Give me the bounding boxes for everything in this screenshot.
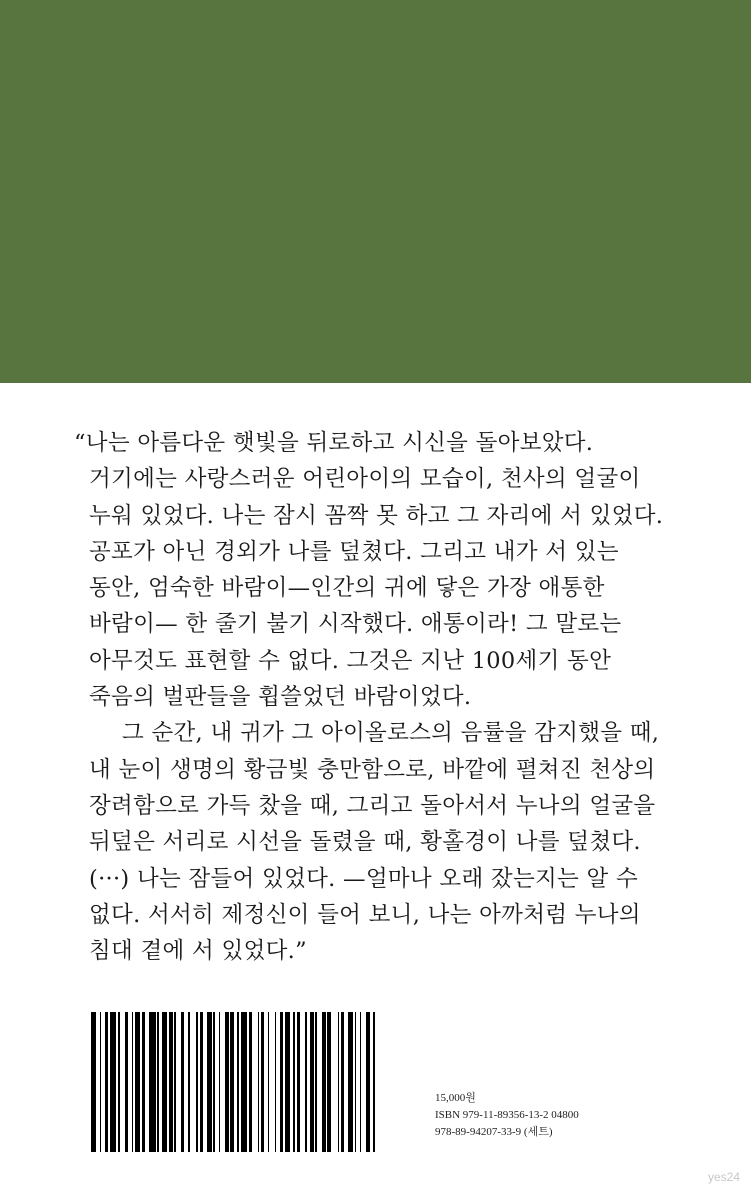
isbn-barcode [91, 1012, 411, 1152]
barcode-bar [157, 1012, 159, 1152]
barcode-bar [315, 1012, 317, 1152]
quote-line: 침대 곁에 서 있었다.” [89, 938, 307, 965]
barcode-bar [118, 1012, 120, 1152]
barcode-bar [322, 1012, 325, 1152]
price-isbn-block [435, 1090, 579, 1141]
cover-color-band [0, 0, 751, 383]
quote-line: 바람이— 한 줄기 불기 시작했다. 애통이라! 그 말로는 [89, 611, 622, 638]
barcode-bar [360, 1012, 362, 1152]
quote-line: 공포가 아닌 경외가 나를 덮쳤다. 그리고 내가 서 있는 [89, 538, 619, 565]
barcode-bar [105, 1012, 108, 1152]
barcode-bar [213, 1012, 215, 1152]
barcode-bar [293, 1012, 295, 1152]
barcode-bar [280, 1012, 283, 1152]
barcode-bar [297, 1012, 300, 1152]
barcode-bar [169, 1012, 172, 1152]
barcode-bar [207, 1012, 212, 1152]
barcode-bar [162, 1012, 167, 1152]
back-cover-quote [74, 425, 714, 969]
price-label: 15,000원 [435, 1092, 476, 1104]
barcode-bar [305, 1012, 307, 1152]
yes24-watermark: yes24 [708, 1170, 741, 1184]
barcode-bar [366, 1012, 369, 1152]
quote-line: 내 눈이 생명의 황금빛 충만함으로, 바깥에 펼쳐진 천상의 [89, 756, 656, 783]
barcode-bar [237, 1012, 239, 1152]
barcode-bar [341, 1012, 344, 1152]
barcode-bar [275, 1012, 277, 1152]
barcode-bar [241, 1012, 248, 1152]
barcode-bar [110, 1012, 117, 1152]
quote-line: 거기에는 사랑스러운 어린아이의 모습이, 천사의 얼굴이 [89, 466, 641, 493]
quote-line: 누워 있었다. 나는 잠시 꼼짝 못 하고 그 자리에 서 있었다. [89, 502, 664, 529]
barcode-bar [261, 1012, 264, 1152]
barcode-bar [196, 1012, 198, 1152]
barcode-bar [100, 1012, 102, 1152]
quote-line: 동안, 엄숙한 바람이—인간의 귀에 닿은 가장 애통한 [89, 575, 605, 602]
set-isbn-number: 978-89-94207-33-9 (세트) [435, 1126, 553, 1138]
barcode-bar [200, 1012, 203, 1152]
quote-line: (···) 나는 잠들어 있었다. —얼마나 오래 잤는지는 알 수 [89, 865, 639, 892]
quote-line: 아무것도 표현할 수 없다. 그것은 지난 100세기 동안 [89, 647, 612, 674]
barcode-bar [355, 1012, 357, 1152]
quote-line: 죽음의 벌판들을 휩쓸었던 바람이었다. [89, 684, 472, 711]
quote-line: 그 순간, 내 귀가 그 아이올로스의 음률을 감지했을 때, [122, 720, 660, 747]
barcode-bar [188, 1012, 190, 1152]
barcode-bar [135, 1012, 140, 1152]
barcode-bar [91, 1012, 96, 1152]
quote-line: “나는 아름다운 햇빛을 뒤로하고 시신을 돌아보았다. [74, 430, 594, 456]
barcode-bar [125, 1012, 128, 1152]
barcode-bar [219, 1012, 221, 1152]
quote-line: 뒤덮은 서리로 시선을 돌렸을 때, 황홀경이 나를 덮쳤다. [89, 829, 641, 856]
quote-line: 없다. 서서히 제정신이 들어 보니, 나는 아까처럼 누나의 [89, 901, 641, 928]
barcode-bar [310, 1012, 313, 1152]
barcode-bar [285, 1012, 290, 1152]
barcode-bar [142, 1012, 145, 1152]
barcode-bar [225, 1012, 228, 1152]
barcode-bar [132, 1012, 134, 1152]
barcode-bar [327, 1012, 330, 1152]
barcode-bar [338, 1012, 340, 1152]
barcode-bar [258, 1012, 260, 1152]
barcode-bar [181, 1012, 184, 1152]
barcode-bar [230, 1012, 233, 1152]
barcode-bar [249, 1012, 252, 1152]
barcode-bar [174, 1012, 176, 1152]
barcode-bar [268, 1012, 270, 1152]
barcode-bar [149, 1012, 156, 1152]
quote-line: 장려함으로 가득 찼을 때, 그리고 돌아서서 누나의 얼굴을 [89, 792, 656, 819]
barcode-bar [348, 1012, 353, 1152]
isbn-number: ISBN 979-11-89356-13-2 04800 [435, 1109, 579, 1121]
barcode-bar [373, 1012, 375, 1152]
